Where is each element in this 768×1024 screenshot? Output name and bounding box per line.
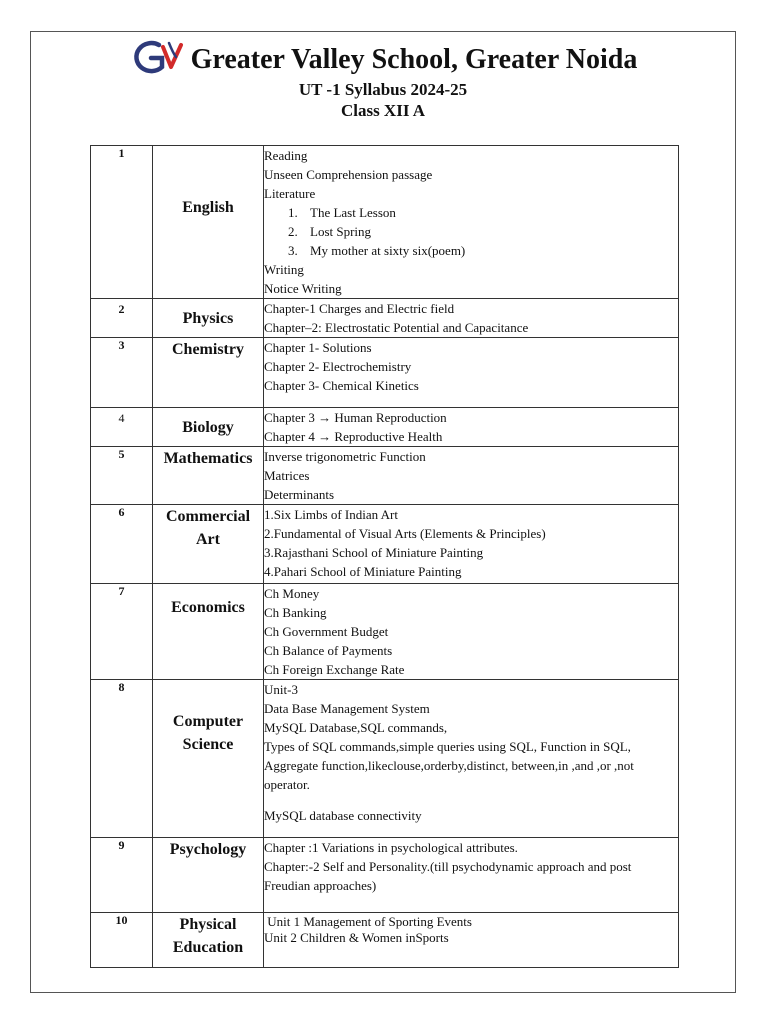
topic-line: Notice Writing bbox=[264, 281, 342, 296]
subject-label: Science bbox=[182, 736, 234, 753]
topic-line: Chapter 2- Electrochemistry bbox=[264, 359, 412, 374]
subject-name bbox=[153, 505, 264, 584]
topic-line: Ch Government Budget bbox=[264, 624, 389, 639]
subject-name bbox=[153, 584, 264, 680]
numbered-topic bbox=[264, 203, 678, 222]
topics-cell bbox=[264, 299, 679, 338]
topics-cell bbox=[264, 584, 679, 680]
table-row bbox=[91, 447, 679, 505]
serial-number: 7 bbox=[91, 584, 153, 680]
school-name: Greater Valley School, Greater Noida bbox=[190, 44, 638, 75]
serial-number: 4 bbox=[91, 408, 153, 447]
topics-cell bbox=[264, 408, 679, 447]
topic-text: My mother at sixty six(poem) bbox=[310, 243, 466, 258]
subject-name bbox=[153, 338, 264, 408]
topic-line: Chapter 4 → Reproductive Health bbox=[264, 429, 443, 444]
topic-line: MySQL Database,SQL commands, bbox=[264, 720, 448, 735]
topic-line: Matrices bbox=[264, 468, 310, 483]
topic-text: Lost Spring bbox=[310, 224, 372, 239]
subject-name bbox=[153, 146, 264, 299]
serial-number: 5 bbox=[91, 447, 153, 505]
subject-name bbox=[153, 447, 264, 505]
serial-number: 10 bbox=[91, 913, 153, 968]
table-row bbox=[91, 146, 679, 299]
table-row bbox=[91, 505, 679, 584]
school-title-line bbox=[30, 44, 736, 76]
table-row bbox=[91, 680, 679, 838]
serial-number: 1 bbox=[91, 146, 153, 299]
numbered-topic bbox=[264, 222, 678, 241]
subject-label: Mathematics bbox=[163, 450, 253, 467]
class-title: Class XII A bbox=[340, 101, 426, 120]
serial-number: 2 bbox=[91, 299, 153, 338]
topic-line: Chapter–2: Electrostatic Potential and Capacitance bbox=[264, 320, 529, 335]
topic-line: Ch Foreign Exchange Rate bbox=[264, 662, 405, 677]
subject-label: Commercial bbox=[165, 508, 251, 525]
topics-cell bbox=[264, 146, 679, 299]
topic-line: Chapter 3 → Human Reproduction bbox=[264, 410, 447, 425]
topic-line: Chapter:-2 Self and Personality.(till psychodynamic approach and post Freudian approaches) bbox=[264, 859, 632, 893]
topic-text: The Last Lesson bbox=[310, 205, 396, 220]
subject-name bbox=[153, 913, 264, 968]
subject-name bbox=[153, 299, 264, 338]
topic-line: Chapter-1 Charges and Electric field bbox=[264, 301, 455, 316]
subject-name bbox=[153, 680, 264, 838]
table-row bbox=[91, 299, 679, 338]
table-row bbox=[91, 338, 679, 408]
topic-line: Literature bbox=[264, 186, 316, 201]
subject-name bbox=[153, 408, 264, 447]
topic-line: 3.Rajasthani School of Miniature Painting bbox=[264, 545, 484, 560]
topic-line: Unit-3 bbox=[264, 682, 298, 697]
document-header bbox=[30, 44, 736, 121]
serial-number: 8 bbox=[91, 680, 153, 838]
topic-line: Ch Money bbox=[264, 586, 320, 601]
topic-line: Chapter 3- Chemical Kinetics bbox=[264, 378, 419, 393]
serial-number: 3 bbox=[91, 338, 153, 408]
table-row bbox=[91, 838, 679, 913]
topic-line: 2.Fundamental of Visual Arts (Elements & Principles) bbox=[264, 526, 546, 541]
table-row bbox=[91, 408, 679, 447]
subject-name bbox=[153, 838, 264, 913]
subject-label: Physical bbox=[179, 916, 237, 933]
subject-label: Education bbox=[172, 939, 244, 956]
serial-number: 9 bbox=[91, 838, 153, 913]
topics-cell bbox=[264, 505, 679, 584]
topic-line: Writing bbox=[264, 262, 304, 277]
topic-line: 1.Six Limbs of Indian Art bbox=[264, 507, 398, 522]
syllabus-table bbox=[90, 145, 679, 968]
subject-label: Economics bbox=[171, 599, 245, 616]
topic-line: Unseen Comprehension passage bbox=[264, 167, 433, 182]
subject-label: Chemistry bbox=[172, 341, 244, 358]
topic-line: Ch Balance of Payments bbox=[264, 643, 393, 658]
topic-line: Types of SQL commands,simple queries using SQL, Function in SQL, Aggregate function,likeclouse,orderby,distinct, between,in ,and ,or ,not operator. bbox=[264, 739, 634, 792]
topic-line: MySQL database connectivity bbox=[264, 808, 422, 823]
table-row bbox=[91, 584, 679, 680]
topic-line: Unit 1 Management of Sporting Events bbox=[264, 914, 472, 929]
table-row bbox=[91, 913, 679, 968]
topic-number: 1. bbox=[288, 205, 298, 220]
subject-label: English bbox=[182, 198, 234, 216]
topic-number: 3. bbox=[288, 243, 298, 258]
subject-label: Art bbox=[196, 531, 220, 548]
topics-cell bbox=[264, 838, 679, 913]
exam-title: UT -1 Syllabus 2024-25 bbox=[298, 80, 468, 99]
topics-cell bbox=[264, 913, 679, 968]
topic-line: Ch Banking bbox=[264, 605, 327, 620]
topics-cell bbox=[264, 680, 679, 838]
numbered-topic bbox=[264, 241, 678, 260]
topic-line: Determinants bbox=[264, 487, 335, 502]
serial-number: 6 bbox=[91, 505, 153, 584]
subject-label: Physics bbox=[182, 309, 234, 327]
topic-line: Reading bbox=[264, 148, 308, 163]
topic-line: Inverse trigonometric Function bbox=[264, 449, 426, 464]
topics-cell bbox=[264, 338, 679, 408]
topic-line: Data Base Management System bbox=[264, 701, 430, 716]
subject-label: Computer bbox=[172, 713, 244, 730]
topic-line: 4.Pahari School of Miniature Painting bbox=[264, 564, 462, 579]
topics-cell bbox=[264, 447, 679, 505]
subject-label: Biology bbox=[182, 418, 234, 436]
topic-line: Chapter :1 Variations in psychological attributes. bbox=[264, 840, 518, 855]
subject-label: Psychology bbox=[169, 841, 247, 858]
topic-line: Unit 2 Children & Women inSports bbox=[264, 930, 449, 945]
topic-number: 2. bbox=[288, 224, 298, 239]
gvs-logo-icon bbox=[129, 39, 191, 75]
topic-line: Chapter 1- Solutions bbox=[264, 340, 372, 355]
